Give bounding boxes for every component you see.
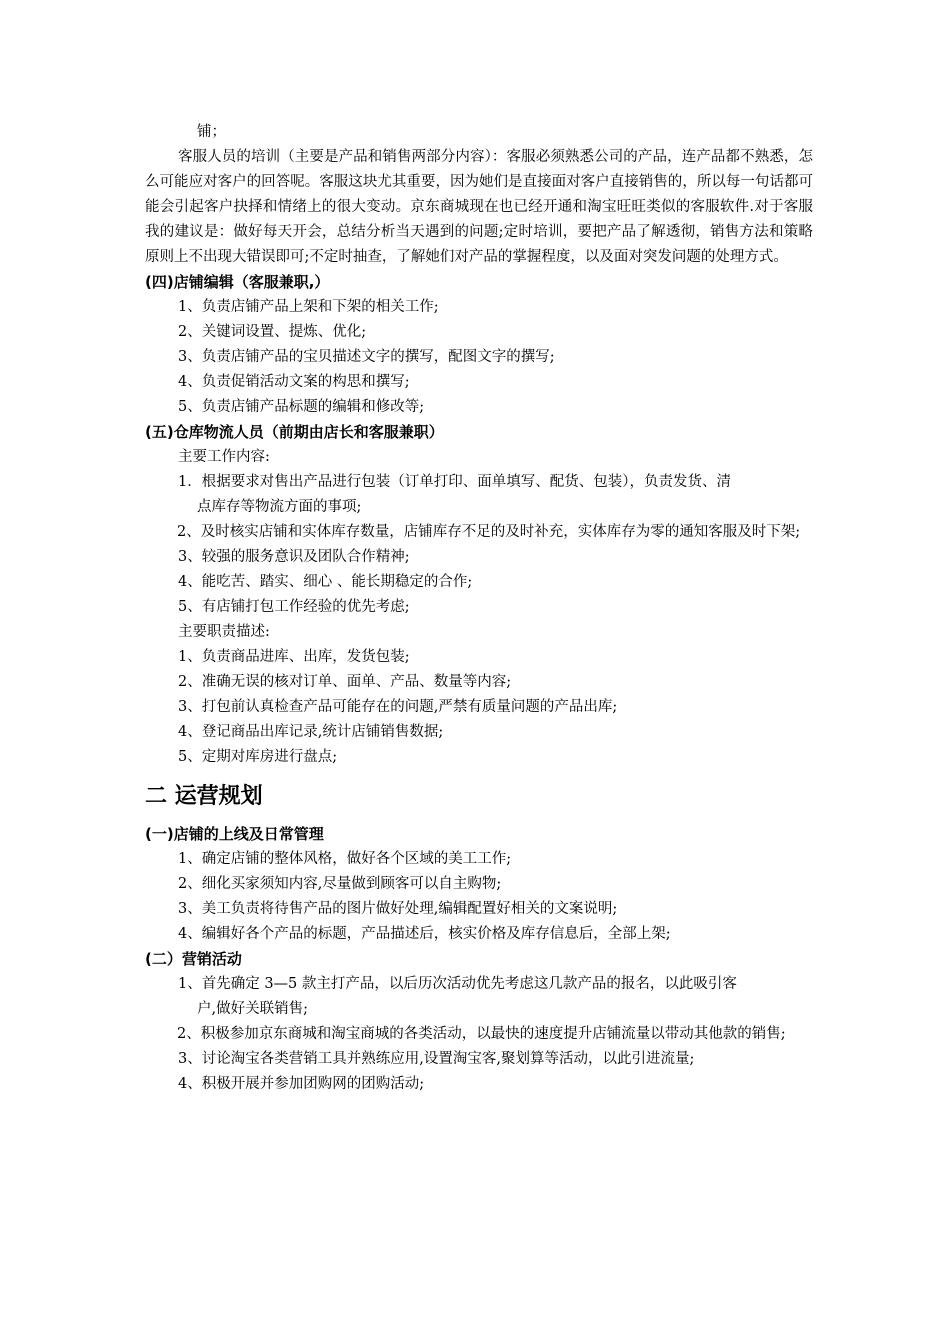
list-item: 5、有店铺打包工作经验的优先考虑; <box>178 599 410 615</box>
section-heading: (二）营销活动 <box>145 950 242 968</box>
list-item: 4、编辑好各个产品的标题，产品描述后，核实价格及库存信息后，全部上架; <box>178 926 671 942</box>
list-item: 1、确定店铺的整体风格，做好各个区域的美工工作; <box>178 851 512 867</box>
list-item: 1、负责商品进库、出库，发货包装; <box>178 649 410 665</box>
list-item: 4、登记商品出库记录,统计店铺销售数据; <box>178 724 444 740</box>
list-item: 2、准确无误的核对订单、面单、产品、数量等内容; <box>178 674 512 690</box>
list-item: 4、能吃苦、踏实、细心 、能长期稳定的合作; <box>178 574 473 590</box>
list-item: 3、较强的服务意识及团队合作精神; <box>178 549 410 565</box>
section-heading: (四)店铺编辑（客服兼职,） <box>145 273 330 291</box>
continued-text: 铺； <box>197 124 226 140</box>
list-item: 5、定期对库房进行盘点; <box>178 749 338 765</box>
document-body <box>145 120 813 1097</box>
section-heading: (一)店铺的上线及日常管理 <box>145 825 324 843</box>
list-item: 1．根据要求对售出产品进行包装（订单打印、面单填写、配货、包装），负责发货、清 <box>178 474 731 490</box>
section-heading: (五)仓库物流人员（前期由店长和客服兼职） <box>145 423 444 441</box>
list-item: 主要职责描述: <box>178 624 270 640</box>
paragraph: 客服人员的培训（主要是产品和销售两部分内容）：客服必须熟悉公司的产品，连产品都不熟悉，怎么可能应对客户的回答呢。客服这块尤其重要，因为她们是直接面对客户直接销售的，所以每一句话都可能会引起客户抉择和情绪上的很大变动。京东商城现在也已经开通和淘宝旺旺类似的客服软件.对于客服我的建议是：做好每天开会，总结分析当天遇到的问题;定时培训，要把产品了解透彻，销售方法和策略原则上不出现大错误即可;不定时抽查，了解她们对产品的掌握程度，以及面对突发问题的处理方式。 <box>145 149 813 265</box>
chapter-heading: 二 运营规划 <box>145 784 263 809</box>
list-item: 4、积极开展并参加团购网的团购活动; <box>178 1076 425 1092</box>
list-item: 1、首先确定 3—5 款主打产品，以后历次活动优先考虑这几款产品的报名，以此吸引客 <box>178 976 737 992</box>
list-item: 3、讨论淘宝各类营销工具并熟练应用,设置淘宝客,聚划算等活动，以此引进流量; <box>178 1051 695 1067</box>
list-item-continuation: 点库存等物流方面的事项; <box>197 499 362 515</box>
list-item: 2、及时核实店铺和实体库存数量，店铺库存不足的及时补充，实体库存为零的通知客服及时下架; <box>177 524 801 540</box>
list-item: 3、负责店铺产品的宝贝描述文字的撰写，配图文字的撰写; <box>178 349 555 365</box>
list-item: 5、负责店铺产品标题的编辑和修改等; <box>178 399 425 415</box>
list-item: 4、负责促销活动文案的构思和撰写; <box>178 374 410 390</box>
list-item: 3、打包前认真检查产品可能存在的问题,严禁有质量问题的产品出库; <box>178 699 618 715</box>
list-item: 3、美工负责将待售产品的图片做好处理,编辑配置好相关的文案说明; <box>178 901 618 917</box>
list-item: 2、细化买家须知内容,尽量做到顾客可以自主购物; <box>178 876 502 892</box>
list-item-continuation: 户,做好关联销售; <box>197 1001 308 1017</box>
list-item: 1、负责店铺产品上架和下架的相关工作; <box>178 299 439 315</box>
list-item: 2、积极参加京东商城和淘宝商城的各类活动，以最快的速度提升店铺流量以带动其他款的销售; <box>177 1026 786 1042</box>
list-item: 主要工作内容: <box>178 449 270 465</box>
list-item: 2、关键词设置、提炼、优化; <box>178 324 367 340</box>
